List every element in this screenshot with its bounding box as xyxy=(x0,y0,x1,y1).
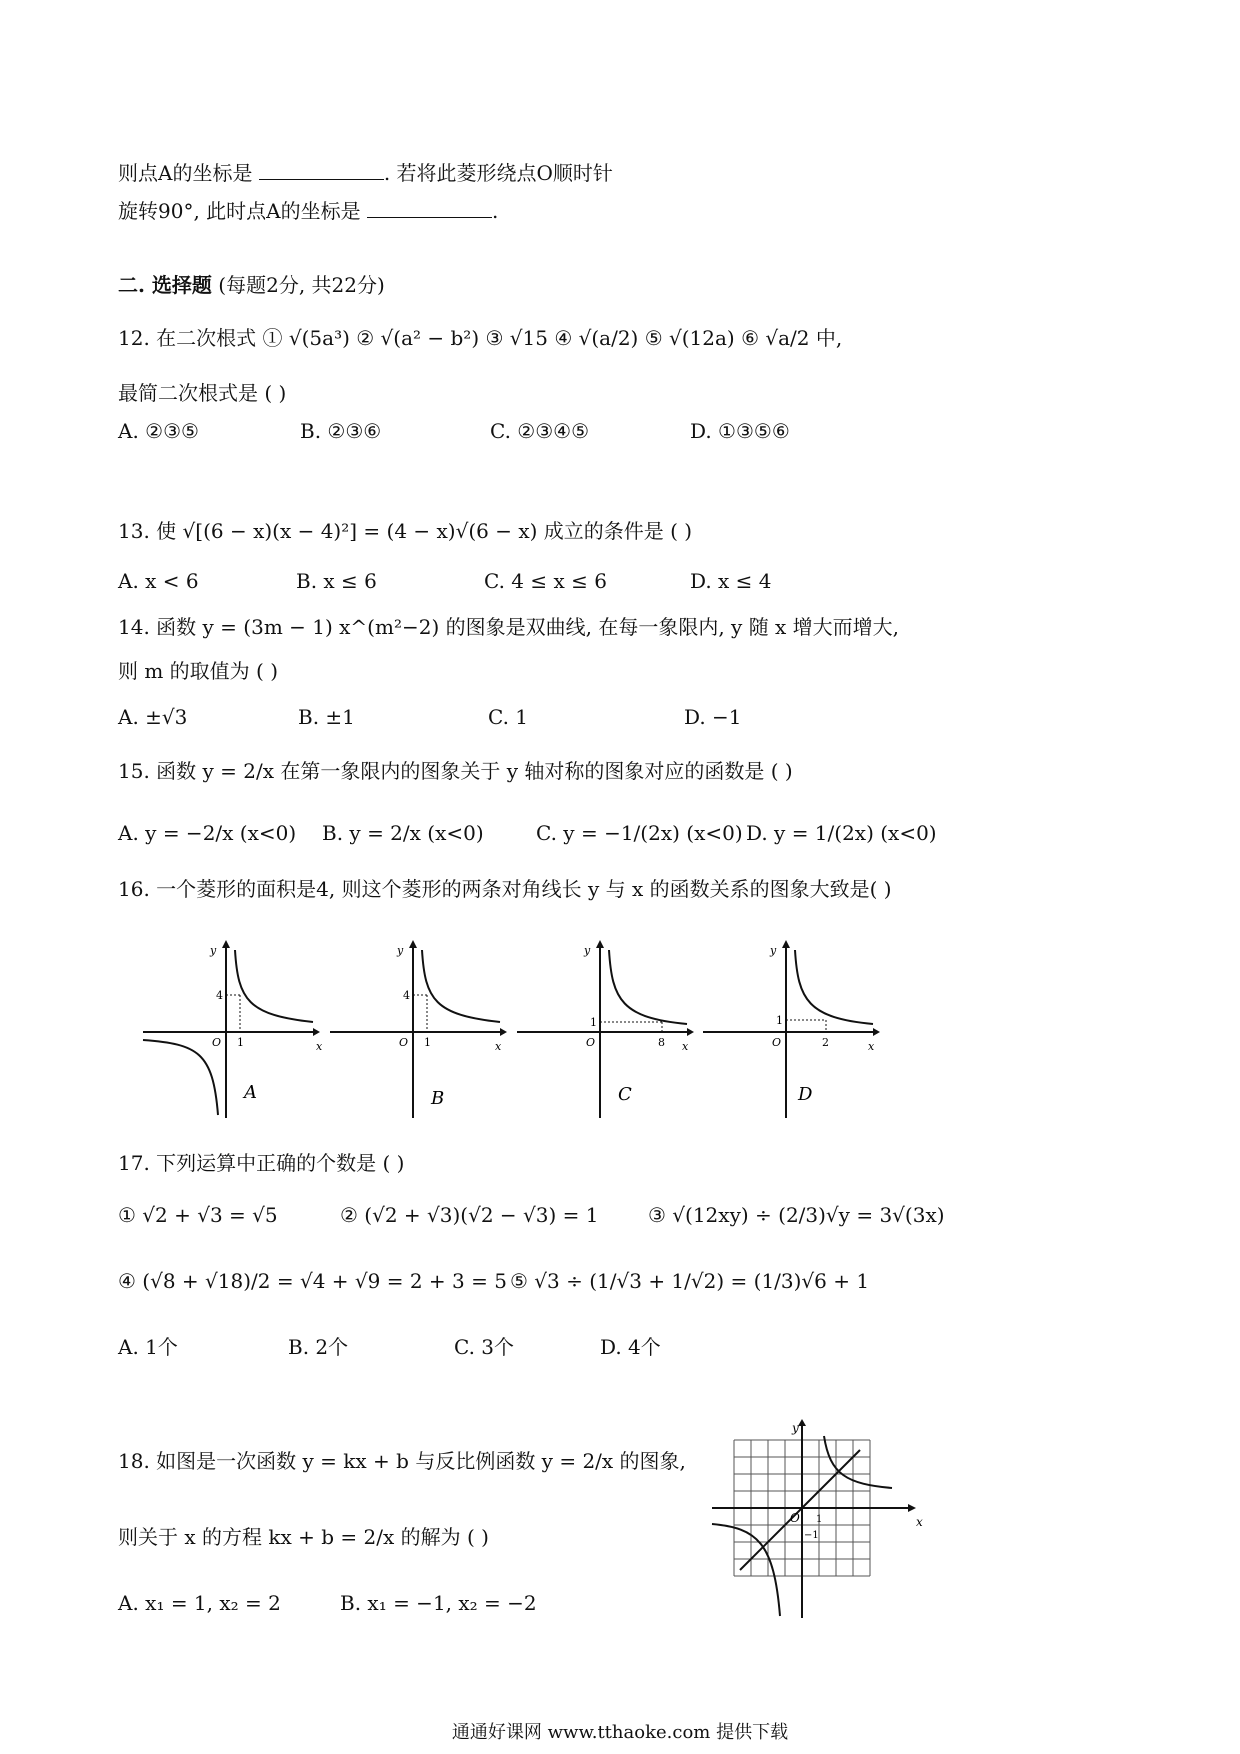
y-axis-label: y xyxy=(770,944,777,957)
x-tick-label: 1 xyxy=(237,1036,244,1049)
q17-option-d[interactable]: D. 4个 xyxy=(600,1335,661,1359)
q17-option-c[interactable]: C. 3个 xyxy=(454,1335,515,1359)
prev-line-2b: . xyxy=(491,199,499,223)
y-axis-arrow-icon xyxy=(798,1419,806,1426)
x-axis-arrow-icon xyxy=(500,1028,507,1036)
q14-option-a[interactable]: A. ±√3 xyxy=(118,705,188,729)
q17-item-4: ④ (√8 + √18)/2 = √4 + √9 = 2 + 3 = 5 xyxy=(118,1269,507,1293)
graph-label: A xyxy=(244,1082,257,1103)
q12-stem-2: 最简二次根式是 ( ) xyxy=(118,381,287,405)
q16-graph-a[interactable] xyxy=(138,940,323,1120)
q18-option-b[interactable]: B. x₁ = −1, x₂ = −2 xyxy=(340,1591,537,1615)
x-tick-label: 1 xyxy=(424,1036,431,1049)
q12-option-a[interactable]: A. ②③⑤ xyxy=(118,419,199,443)
hyperbola-branch-q3 xyxy=(143,1040,218,1115)
hyperbola-branch-q1 xyxy=(422,950,500,1022)
y-axis-arrow-icon xyxy=(409,940,417,948)
y-tick-label: 1 xyxy=(590,1016,597,1029)
q12-option-d[interactable]: D. ①③⑤⑥ xyxy=(690,419,790,443)
q16-graph-c[interactable] xyxy=(512,940,692,1120)
q17-stem: 17. 下列运算中正确的个数是 ( ) xyxy=(118,1151,405,1175)
y-axis-arrow-icon xyxy=(782,940,790,948)
answer-blank-1[interactable] xyxy=(259,161,384,180)
y-tick-label: −1 xyxy=(804,1530,819,1541)
q17-item-5: ⑤ √3 ÷ (1/√3 + 1/√2) = (1/3)√6 + 1 xyxy=(510,1269,870,1293)
origin-label: O xyxy=(790,1511,800,1525)
y-tick-label: 4 xyxy=(403,989,410,1002)
hyperbola-branch-q3 xyxy=(712,1524,780,1616)
q13-option-b[interactable]: B. x ≤ 6 xyxy=(296,569,377,593)
graph-label: B xyxy=(431,1088,445,1109)
x-axis-arrow-icon xyxy=(313,1028,320,1036)
y-tick-label: 1 xyxy=(776,1014,783,1027)
q15-option-d[interactable]: D. y = 1/(2x) (x<0) xyxy=(746,821,937,845)
q12-option-b[interactable]: B. ②③⑥ xyxy=(300,419,382,443)
section-heading xyxy=(118,272,385,298)
x-axis-label: x xyxy=(316,1040,323,1053)
origin-label: O xyxy=(399,1036,409,1049)
y-tick-label: 4 xyxy=(216,989,223,1002)
prev-line-1 xyxy=(118,160,613,186)
graph-label: D xyxy=(798,1084,813,1105)
q12-option-c[interactable]: C. ②③④⑤ xyxy=(490,419,590,443)
x-axis-label: x xyxy=(916,1515,923,1529)
hyperbola-branch-q1 xyxy=(609,950,687,1024)
prev-line-1b: . 若将此菱形绕点O顺时针 xyxy=(383,161,613,185)
x-axis-arrow-icon xyxy=(908,1504,916,1512)
origin-label: O xyxy=(772,1036,782,1049)
q12-stem: 12. 在二次根式 ① √(5a³) ② √(a² − b²) ③ √15 ④ √(a/2) ⑤ √(12a) ⑥ √a/2 中, xyxy=(118,326,843,350)
section-note: (每题2分, 共22分) xyxy=(218,273,385,297)
q18-stem-2: 则关于 x 的方程 kx + b = 2/x 的解为 ( ) xyxy=(118,1525,489,1549)
x-axis-arrow-icon xyxy=(687,1028,694,1036)
graph-label: C xyxy=(618,1084,632,1105)
q15-stem: 15. 函数 y = 2/x 在第一象限内的图象关于 y 轴对称的图象对应的函数是 ( ) xyxy=(118,759,793,783)
q16-graph-b[interactable] xyxy=(325,940,505,1120)
y-axis-label: y xyxy=(210,944,217,957)
q17-item-3: ③ √(12xy) ÷ (2/3)√y = 3√(3x) xyxy=(648,1203,945,1227)
answer-blank-2[interactable] xyxy=(367,199,492,218)
x-tick-label: 2 xyxy=(822,1036,829,1049)
hyperbola-branch-q1 xyxy=(795,950,873,1024)
hyperbola-branch-q1 xyxy=(235,950,313,1022)
footer: 通通好课网 www.tthaoke.com 提供下载 xyxy=(451,1722,789,1743)
q16-stem: 16. 一个菱形的面积是4, 则这个菱形的两条对角线长 y 与 x 的函数关系的图象大致是( ) xyxy=(118,877,892,901)
prev-line-2 xyxy=(118,198,498,224)
linear-function-line xyxy=(740,1450,860,1570)
x-axis-label: x xyxy=(682,1040,689,1053)
q13-option-d[interactable]: D. x ≤ 4 xyxy=(690,569,772,593)
q17-option-a[interactable]: A. 1个 xyxy=(118,1335,178,1359)
y-axis-label: y xyxy=(584,944,591,957)
q16-graph-d[interactable] xyxy=(698,940,878,1120)
prev-line-1a: 则点A的坐标是 xyxy=(118,161,253,185)
q18-stem: 18. 如图是一次函数 y = kx + b 与反比例函数 y = 2/x 的图象, xyxy=(118,1449,686,1473)
q14-option-b[interactable]: B. ±1 xyxy=(298,705,355,729)
q14-stem: 14. 函数 y = (3m − 1) x^(m²−2) 的图象是双曲线, 在每一象限内, y 随 x 增大而增大, xyxy=(118,615,900,639)
q18-option-a[interactable]: A. x₁ = 1, x₂ = 2 xyxy=(118,1591,281,1615)
q14-option-d[interactable]: D. −1 xyxy=(684,705,742,729)
q14-stem-2: 则 m 的取值为 ( ) xyxy=(118,659,278,683)
y-axis-arrow-icon xyxy=(596,940,604,948)
q17-option-b[interactable]: B. 2个 xyxy=(288,1335,349,1359)
section-title: 二. 选择题 xyxy=(118,273,212,297)
prev-line-2a: 旋转90°, 此时点A的坐标是 xyxy=(118,199,361,223)
x-axis-label: x xyxy=(868,1040,875,1053)
y-axis-label: y xyxy=(397,944,404,957)
q15-option-a[interactable]: A. y = −2/x (x<0) xyxy=(118,821,297,845)
q13-option-c[interactable]: C. 4 ≤ x ≤ 6 xyxy=(484,569,607,593)
origin-label: O xyxy=(212,1036,222,1049)
q17-item-2: ② (√2 + √3)(√2 − √3) = 1 xyxy=(340,1203,599,1227)
origin-label: O xyxy=(586,1036,596,1049)
q15-option-b[interactable]: B. y = 2/x (x<0) xyxy=(322,821,484,845)
x-axis-arrow-icon xyxy=(873,1028,880,1036)
q13-stem: 13. 使 √[(6 − x)(x − 4)²] = (4 − x)√(6 − x) 成立的条件是 ( ) xyxy=(118,519,693,543)
x-tick-label: 1 xyxy=(816,1514,823,1525)
hyperbola-branch-q1 xyxy=(824,1436,892,1488)
q18-figure xyxy=(712,1420,927,1625)
x-axis-label: x xyxy=(495,1040,502,1053)
q17-item-1: ① √2 + √3 = √5 xyxy=(118,1203,278,1227)
y-axis-label: y xyxy=(792,1421,799,1435)
x-tick-label: 8 xyxy=(658,1036,665,1049)
q15-option-c[interactable]: C. y = −1/(2x) (x<0) xyxy=(536,821,743,845)
q14-option-c[interactable]: C. 1 xyxy=(488,705,529,729)
q13-option-a[interactable]: A. x < 6 xyxy=(118,569,199,593)
y-axis-arrow-icon xyxy=(222,940,230,948)
